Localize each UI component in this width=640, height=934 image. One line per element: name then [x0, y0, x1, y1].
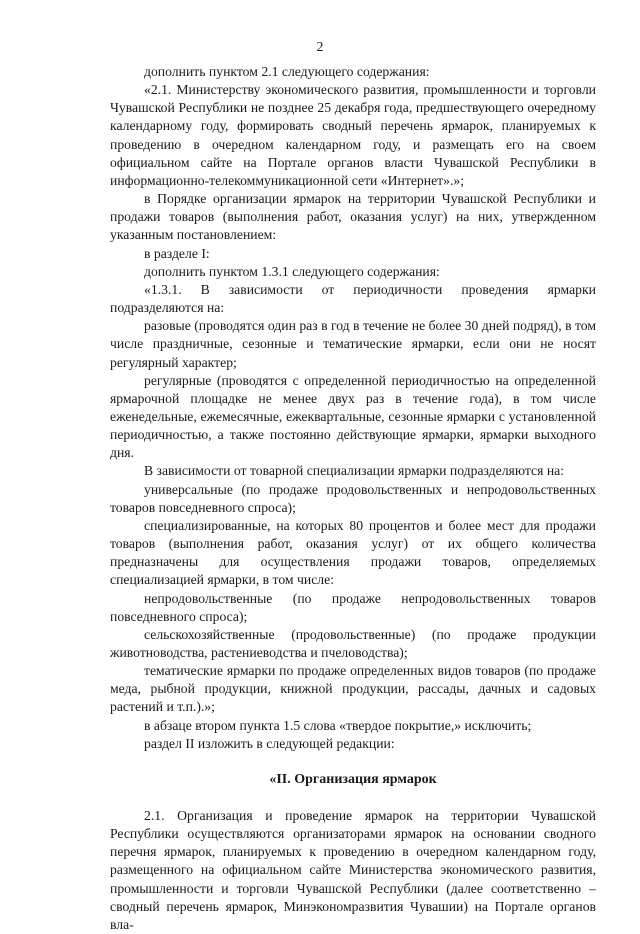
paragraph: непродовольственные (по продаже непродовольственных товаров повседневного спроса);: [110, 590, 596, 624]
paragraph: в абзаце втором пункта 1.5 слова «твердое покрытие,» исключить;: [144, 717, 532, 733]
paragraph: «1.3.1. В зависимости от периодичности проведения ярмарки подразделяются на:: [110, 281, 596, 316]
paragraph: В зависимости от товарной специализации ярмарки подразделяются на:: [144, 463, 565, 479]
paragraph: тематические ярмарки по продаже определенных видов товаров (по продаже меда, рыбной продукции, книжной продукции, рассады, дачных и садовых растений и т.п.).»;: [110, 663, 596, 715]
paragraph: разовые (проводятся один раз в год в течение не более 30 дней подряд), в том числе праздничные, сезонные и тематические ярмарки, если они не носят регулярный характер;: [110, 318, 597, 370]
paragraph: в Порядке организации ярмарок на территории Чувашской Республики и продажи товаров (выполнения работ, оказания услуг) на них, утвержденном указанным постановлением:: [110, 191, 596, 243]
page-number: 2: [316, 40, 324, 55]
paragraph: дополнить пунктом 2.1 следующего содержания:: [144, 64, 430, 79]
paragraph: 2.1. Организация и проведение ярмарок на территории Чувашской Республики осуществляются организаторами ярмарок на основании сводного перечня ярмарок, планируемых к проведению в очередном календарном году, размещенного на официальном сайте Министерства экономического развития, промышленности и торговли Чувашской Республики (далее соответственно – сводный перечень ярмарок, Минэкономразвития Чувашии) на Портале органов вла-: [110, 807, 596, 932]
paragraph: «2.1. Министерству экономического развития, промышленности и торговли Чувашской Республики не позднее 25 декабря года, предшествующего очередному календарному году, формировать сводный перечень ярмарок, планируемых к проведению в очередном календарном году, и размещать его на своем официальном сайте на Портале органов власти Чувашской Республики в информационно-телекоммуникационной сети «Интернет».»;: [110, 82, 596, 188]
paragraph: дополнить пунктом 1.3.1 следующего содержания:: [144, 263, 440, 279]
paragraph: сельскохозяйственные (продовольственные) (по продаже продукции животноводства, растениеводства и пчеловодства);: [110, 626, 596, 660]
paragraph: раздел II изложить в следующей редакции:: [144, 735, 395, 751]
paragraph: в разделе I:: [144, 245, 210, 261]
paragraph: универсальные (по продаже продовольственных и непродовольственных товаров повседневного спроса);: [110, 481, 596, 515]
section-heading: «II. Организация ярмарок: [269, 771, 437, 787]
document-body: [110, 63, 596, 934]
paragraph: специализированные, на которых 80 процентов и более мест для продажи товаров (выполнения работ, оказания услуг) от их общего количества предназначены для осуществления продажи товаров, определяемых специализацией ярмарки, в том числе:: [110, 517, 596, 588]
paragraph: регулярные (проводятся с определенной периодичностью на определенной ярмарочной площадке не менее двух раз в течение года), в том числе еженедельные, ежемесячные, ежеквартальные, сезонные ярмарки с установленной периодичностью, а также постоянно действующие ярмарки, ярмарки выходного дня.: [110, 372, 596, 461]
